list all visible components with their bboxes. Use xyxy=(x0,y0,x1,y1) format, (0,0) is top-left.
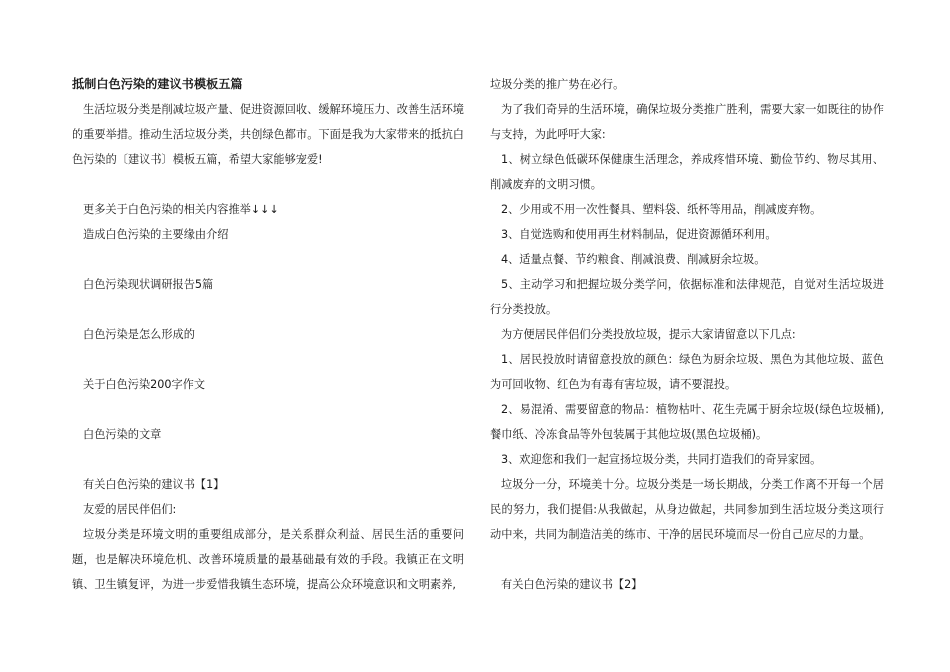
more-content-heading: 更多关于白色污染的相关内容推举↓↓↓ xyxy=(83,203,279,216)
closing-paragraph: 垃圾分一分，环境美十分。垃圾分类是一场长期战，分类工作离不开每一个居民的努力，我们提倡:从我做起，从身边做起，共同参加到生活垃圾分类这项行动中来，共同为制造洁美的练市、干净的居民环境而尽一份自己应尽的力量。 xyxy=(490,478,884,541)
related-link-4[interactable]: 关于白色污染200字作文 xyxy=(83,378,206,391)
related-link-3[interactable]: 白色污染是怎么形成的 xyxy=(83,328,195,341)
left-column xyxy=(72,72,464,597)
section-heading-2: 有关白色污染的建议书【2】 xyxy=(501,578,643,591)
tip-item-2: 2、易混淆、需要留意的物品：植物枯叶、花生壳属于厨余垃圾(绿色垃圾桶),餐巾纸、冷冻食品等外包装属于其他垃圾(黑色垃圾桶)。 xyxy=(490,403,884,441)
tip-item-3: 3、欢迎您和我们一起宣扬垃圾分类，共同打造我们的奇异家园。 xyxy=(501,453,822,466)
related-link-1[interactable]: 造成白色污染的主要缘由介绍 xyxy=(83,228,229,241)
appeal-item-1: 1、树立绿色低碳环保健康生活理念，养成疼惜环境、勤俭节约、物尽其用、削减废弃的文明习惯。 xyxy=(490,153,884,191)
spacer xyxy=(72,297,464,322)
section-heading-1: 有关白色污染的建议书【1】 xyxy=(83,478,225,491)
appeal-item-4: 4、适量点餐、节约粮食、削减浪费、削减厨余垃圾。 xyxy=(501,253,766,266)
right-column xyxy=(490,72,884,597)
spacer xyxy=(490,547,884,572)
tips-paragraph: 为方便居民伴侣们分类投放垃圾，提示大家请留意以下几点: xyxy=(501,328,796,341)
spacer xyxy=(72,347,464,372)
appeal-item-2: 2、少用或不用一次性餐具、塑料袋、纸杯等用品，削减废弃物。 xyxy=(501,203,822,216)
appeal-paragraph: 为了我们奇异的生活环境，确保垃圾分类推广胜利，需要大家一如既往的协作与支持，为此呼吁大家: xyxy=(490,103,884,141)
continued-text: 垃圾分类的推广势在必行。 xyxy=(490,78,625,91)
body-paragraph: 垃圾分类是环境文明的重要组成部分，是关系群众利益、居民生活的重要问题，也是解决环境危机、改善环境质量的最基础最有效的手段。我镇正在文明镇、卫生镇复评，为进一步爱惜我镇生态环境，提高公众环境意识和文明素养, xyxy=(72,528,464,591)
appeal-item-5: 5、主动学习和把握垃圾分类学问，依据标准和法律规范，自觉对生活垃圾进行分类投放。 xyxy=(490,278,884,316)
spacer xyxy=(72,447,464,472)
spacer xyxy=(72,397,464,422)
related-link-5[interactable]: 白色污染的文章 xyxy=(83,428,162,441)
spacer xyxy=(72,172,464,197)
spacer xyxy=(72,247,464,272)
document-title: 抵制白色污染的建议书模板五篇 xyxy=(72,77,243,91)
greeting: 友爱的居民伴侣们: xyxy=(83,503,177,516)
intro-paragraph: 生活垃圾分类是削减垃圾产量、促进资源回收、缓解环境压力、改善生活环境的重要举措。推动生活垃圾分类，共创绿色都市。下面是我为大家带来的抵抗白色污染的〔建议书〕模板五篇，希望大家能够宠爱! xyxy=(72,103,464,166)
appeal-item-3: 3、自觉选购和使用再生材料制品，促进资源循环利用。 xyxy=(501,228,777,241)
related-link-2[interactable]: 白色污染现状调研报告5篇 xyxy=(83,278,214,291)
tip-item-1: 1、居民投放时请留意投放的颜色：绿色为厨余垃圾、黑色为其他垃圾、蓝色为可回收物、红色为有毒有害垃圾，请不要混投。 xyxy=(490,353,884,391)
